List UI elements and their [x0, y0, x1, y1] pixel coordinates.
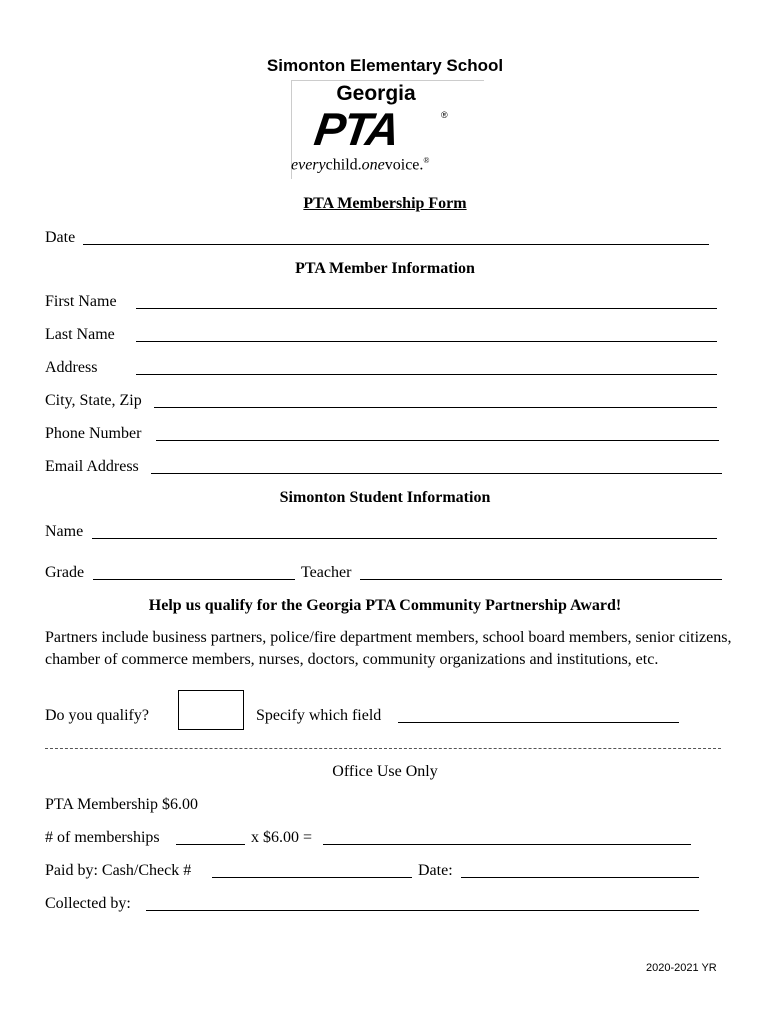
- email-label: Email Address: [45, 458, 139, 475]
- specify-field-input[interactable]: [398, 722, 679, 723]
- memberships-count-label: # of memberships: [45, 829, 160, 846]
- last-name-label: Last Name: [45, 326, 115, 343]
- date-label: Date: [45, 229, 76, 246]
- georgia-pta-logo: [291, 80, 485, 180]
- office-date-label: Date:: [418, 862, 453, 879]
- office-date-field[interactable]: [461, 877, 699, 878]
- qualify-checkbox[interactable]: [178, 690, 244, 730]
- total-field[interactable]: [323, 844, 691, 845]
- logo-georgia-text: Georgia: [336, 82, 416, 105]
- collected-by-field[interactable]: [146, 910, 699, 911]
- logo-pta-text: PTA: [311, 103, 402, 155]
- memberships-count-field[interactable]: [176, 844, 245, 845]
- address-field[interactable]: [136, 374, 717, 375]
- logo-registered-mark: ®: [441, 110, 448, 120]
- student-section-title: Simonton Student Information: [279, 489, 491, 506]
- email-field[interactable]: [151, 473, 722, 474]
- phone-field[interactable]: [156, 440, 719, 441]
- address-label: Address: [45, 359, 98, 376]
- office-divider: [45, 748, 721, 749]
- teacher-field[interactable]: [360, 579, 722, 580]
- check-number-field[interactable]: [212, 877, 412, 878]
- city-state-zip-field[interactable]: [154, 407, 717, 408]
- member-section-title: PTA Member Information: [295, 260, 475, 277]
- first-name-label: First Name: [45, 293, 117, 310]
- school-name: Simonton Elementary School: [266, 56, 504, 75]
- qualify-label: Do you qualify?: [45, 707, 149, 724]
- membership-price: PTA Membership $6.00: [45, 796, 198, 813]
- student-name-label: Name: [45, 523, 84, 540]
- award-description: Partners include business partners, police/fire department members, school board members, senior citizens, chamber of commerce members, nurses, doctors, community organizations and institutions, etc.: [45, 629, 732, 668]
- first-name-field[interactable]: [136, 308, 717, 309]
- grade-field[interactable]: [93, 579, 295, 580]
- city-state-zip-label: City, State, Zip: [45, 392, 142, 409]
- grade-label: Grade: [45, 564, 85, 581]
- teacher-label: Teacher: [301, 564, 352, 581]
- phone-label: Phone Number: [45, 425, 142, 442]
- specify-field-label: Specify which field: [256, 707, 382, 724]
- paid-by-label: Paid by: Cash/Check #: [45, 862, 192, 879]
- award-title: Help us qualify for the Georgia PTA Community Partnership Award!: [148, 597, 622, 614]
- collected-by-label: Collected by:: [45, 895, 131, 912]
- last-name-field[interactable]: [136, 341, 717, 342]
- office-use-title: Office Use Only: [332, 763, 438, 780]
- logo-tagline: everychild.onevoice.®: [291, 156, 430, 174]
- student-name-field[interactable]: [92, 538, 717, 539]
- times-price-label: x $6.00 =: [251, 829, 313, 846]
- form-title: PTA Membership Form: [303, 195, 467, 212]
- date-field[interactable]: [83, 244, 709, 245]
- school-year: 2020-2021 YR: [646, 962, 717, 974]
